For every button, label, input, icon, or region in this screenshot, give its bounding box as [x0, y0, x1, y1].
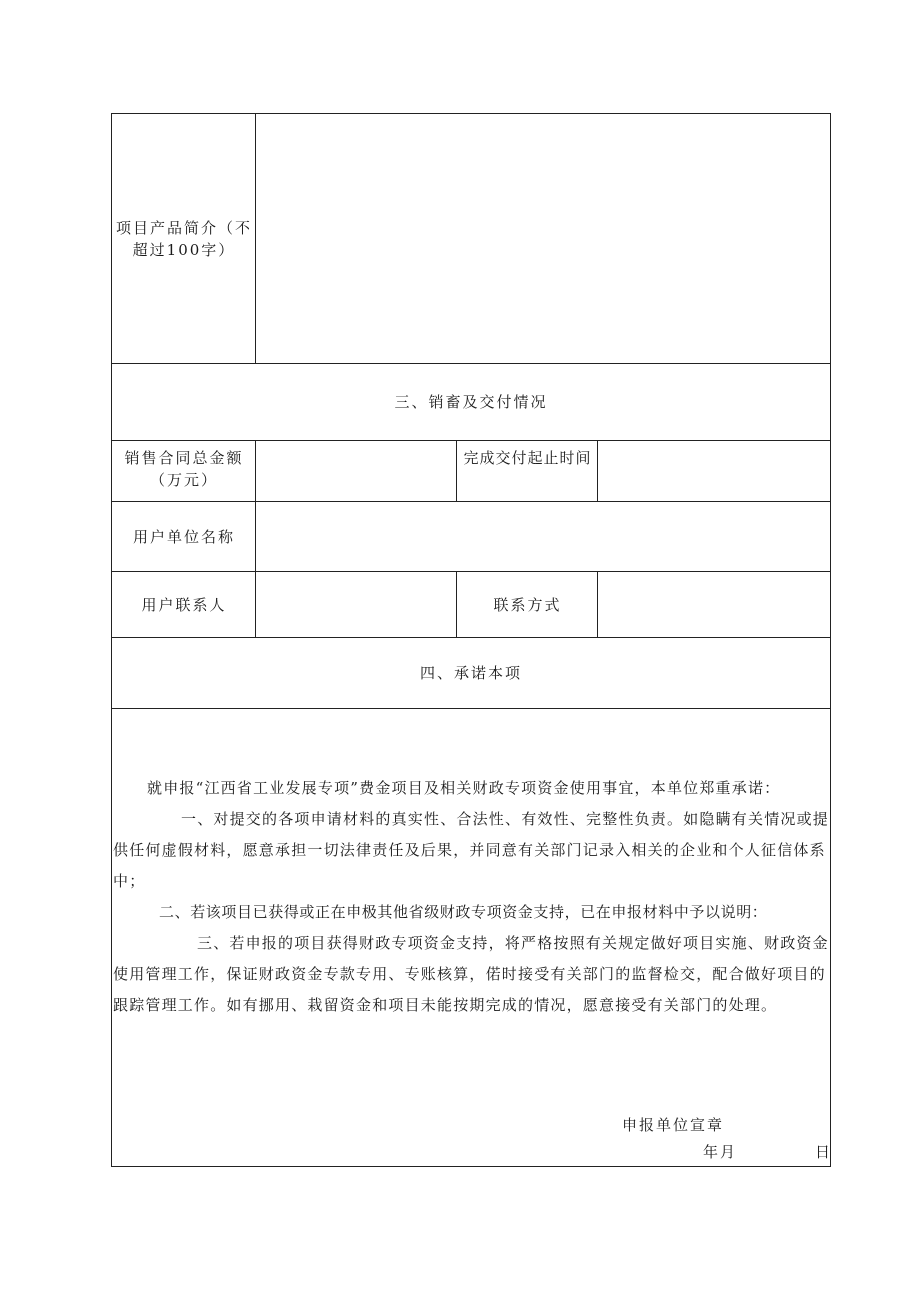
commitment-intro: 就申报“江西省工业发展专项”费金项目及相关财政专项资金使用事宜，本单位郑重承诺： — [147, 779, 781, 797]
date-year-month: 年月 — [703, 1143, 738, 1161]
date-day: 日 — [815, 1143, 833, 1161]
delivery-time-label-text: 完成交付起止时间 — [463, 449, 592, 467]
contact-method-label-text: 联系方式 — [493, 595, 562, 614]
product-intro-field[interactable] — [257, 114, 829, 363]
commitment-item-1: 一、对提交的各项申请材料的真实性、合法性、有效性、完整性负责。如隐瞒有关情况或提供任何虚假材料，愿意承担一切法律责任及后果，并同意有关部门记录入相关的企业和个人征信体系中； — [113, 810, 830, 890]
user-contact-label-text: 用户联系人 — [141, 595, 227, 614]
section3-title-text: 三、销畜及交付情况 — [394, 393, 548, 411]
user-unit-label — [113, 502, 255, 571]
delivery-time-label — [457, 441, 598, 501]
section4-title — [112, 638, 830, 708]
sales-amount-label — [113, 441, 255, 501]
user-contact-field[interactable] — [257, 572, 456, 637]
section4-title-text: 四、承诺本项 — [419, 664, 522, 682]
section3-title — [112, 364, 830, 440]
user-unit-label-text: 用户单位名称 — [132, 527, 235, 546]
user-unit-field[interactable] — [257, 502, 829, 571]
seal-label: 申报单位宣章 — [622, 1116, 725, 1134]
sales-amount-field[interactable] — [257, 441, 456, 501]
delivery-time-field[interactable] — [599, 441, 829, 501]
product-intro-label — [113, 114, 255, 363]
contact-method-label — [457, 572, 598, 637]
commitment-item-2: 二、若该项目已获得或正在申极其他省级财政专项资金支持，已在申报材料中予以说明： — [159, 903, 768, 921]
commitment-item-3: 三、若申报的项目获得财政专项资金支持，将严格按照有关规定做好项目实施、财政资金使用管理工作，保证财政资金专款专用、专账核算，偌时接受有关部门的监督检交，配合做好项目的跟踪管理工作。如有挪用、栽留资金和项目未能按期完成的情况，愿意接受有关部门的处理。 — [113, 934, 829, 1014]
sales-amount-label-text: 销售合同总金额（万元） — [124, 449, 244, 489]
user-contact-label — [113, 572, 255, 637]
commitment-text — [113, 773, 829, 1021]
contact-method-field[interactable] — [599, 572, 829, 637]
product-intro-label-text: 项目产品简介（不超过100字） — [115, 218, 252, 259]
